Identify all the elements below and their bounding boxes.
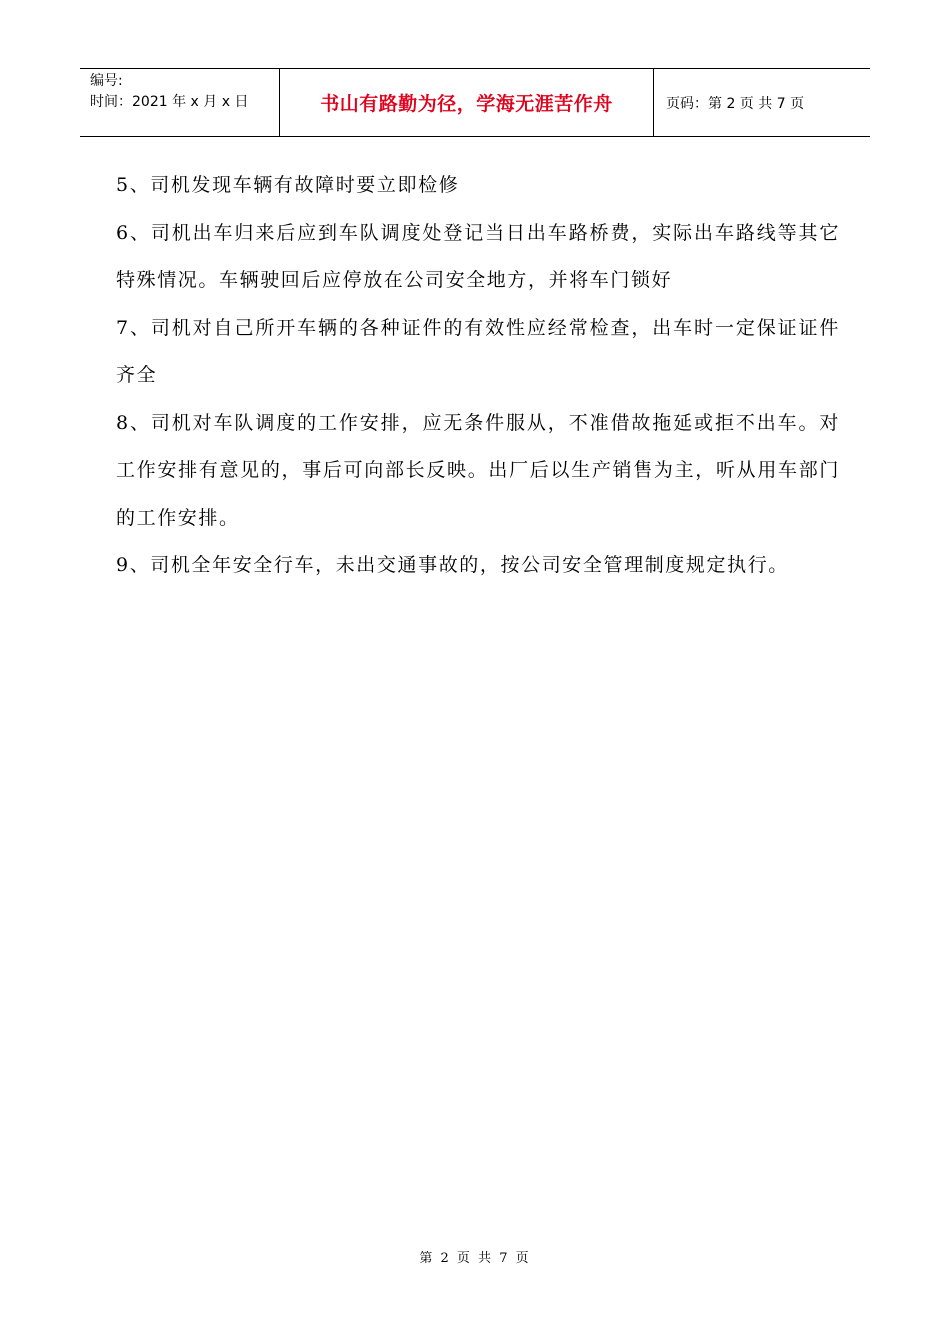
paragraph-9: 9、司机全年安全行车，未出交通事故的，按公司安全管理制度规定执行。 bbox=[116, 554, 789, 576]
paragraph-8: 8、司机对车队调度的工作安排，应无条件服从，不准借故拖延或拒不出车。对工作安排有意见的，事后可向部长反映。出厂后以生产销售为主，听从用车部门的工作安排。 bbox=[116, 411, 840, 529]
page-info-cell bbox=[654, 69, 870, 136]
paragraph-6: 6、司机出车归来后应到车队调度处登记当日出车路桥费，实际出车路线等其它特殊情况。车辆驶回后应停放在公司安全地方，并将车门锁好 bbox=[116, 221, 840, 291]
page-info-text: 页码：第 2 页 共 7 页 bbox=[666, 95, 805, 112]
page-footer bbox=[0, 1247, 950, 1266]
paragraph-7: 7、司机对自己所开车辆的各种证件的有效性应经常检查，出车时一定保证证件齐全 bbox=[116, 316, 840, 386]
serial-label: 编号: bbox=[90, 73, 123, 89]
motto-text: 书山有路勤为径，学海无涯苦作舟 bbox=[320, 93, 613, 115]
footer-page-number: 第 2 页 共 7 页 bbox=[419, 1251, 531, 1266]
paragraph-5: 5、司机发现车辆有故障时要立即检修 bbox=[116, 174, 460, 196]
header-table bbox=[80, 68, 870, 137]
header-meta-cell bbox=[80, 69, 280, 136]
time-label: 时间：2021 年 x 月 x 日 bbox=[90, 94, 249, 110]
document-body bbox=[116, 162, 840, 590]
motto-cell bbox=[280, 69, 654, 136]
